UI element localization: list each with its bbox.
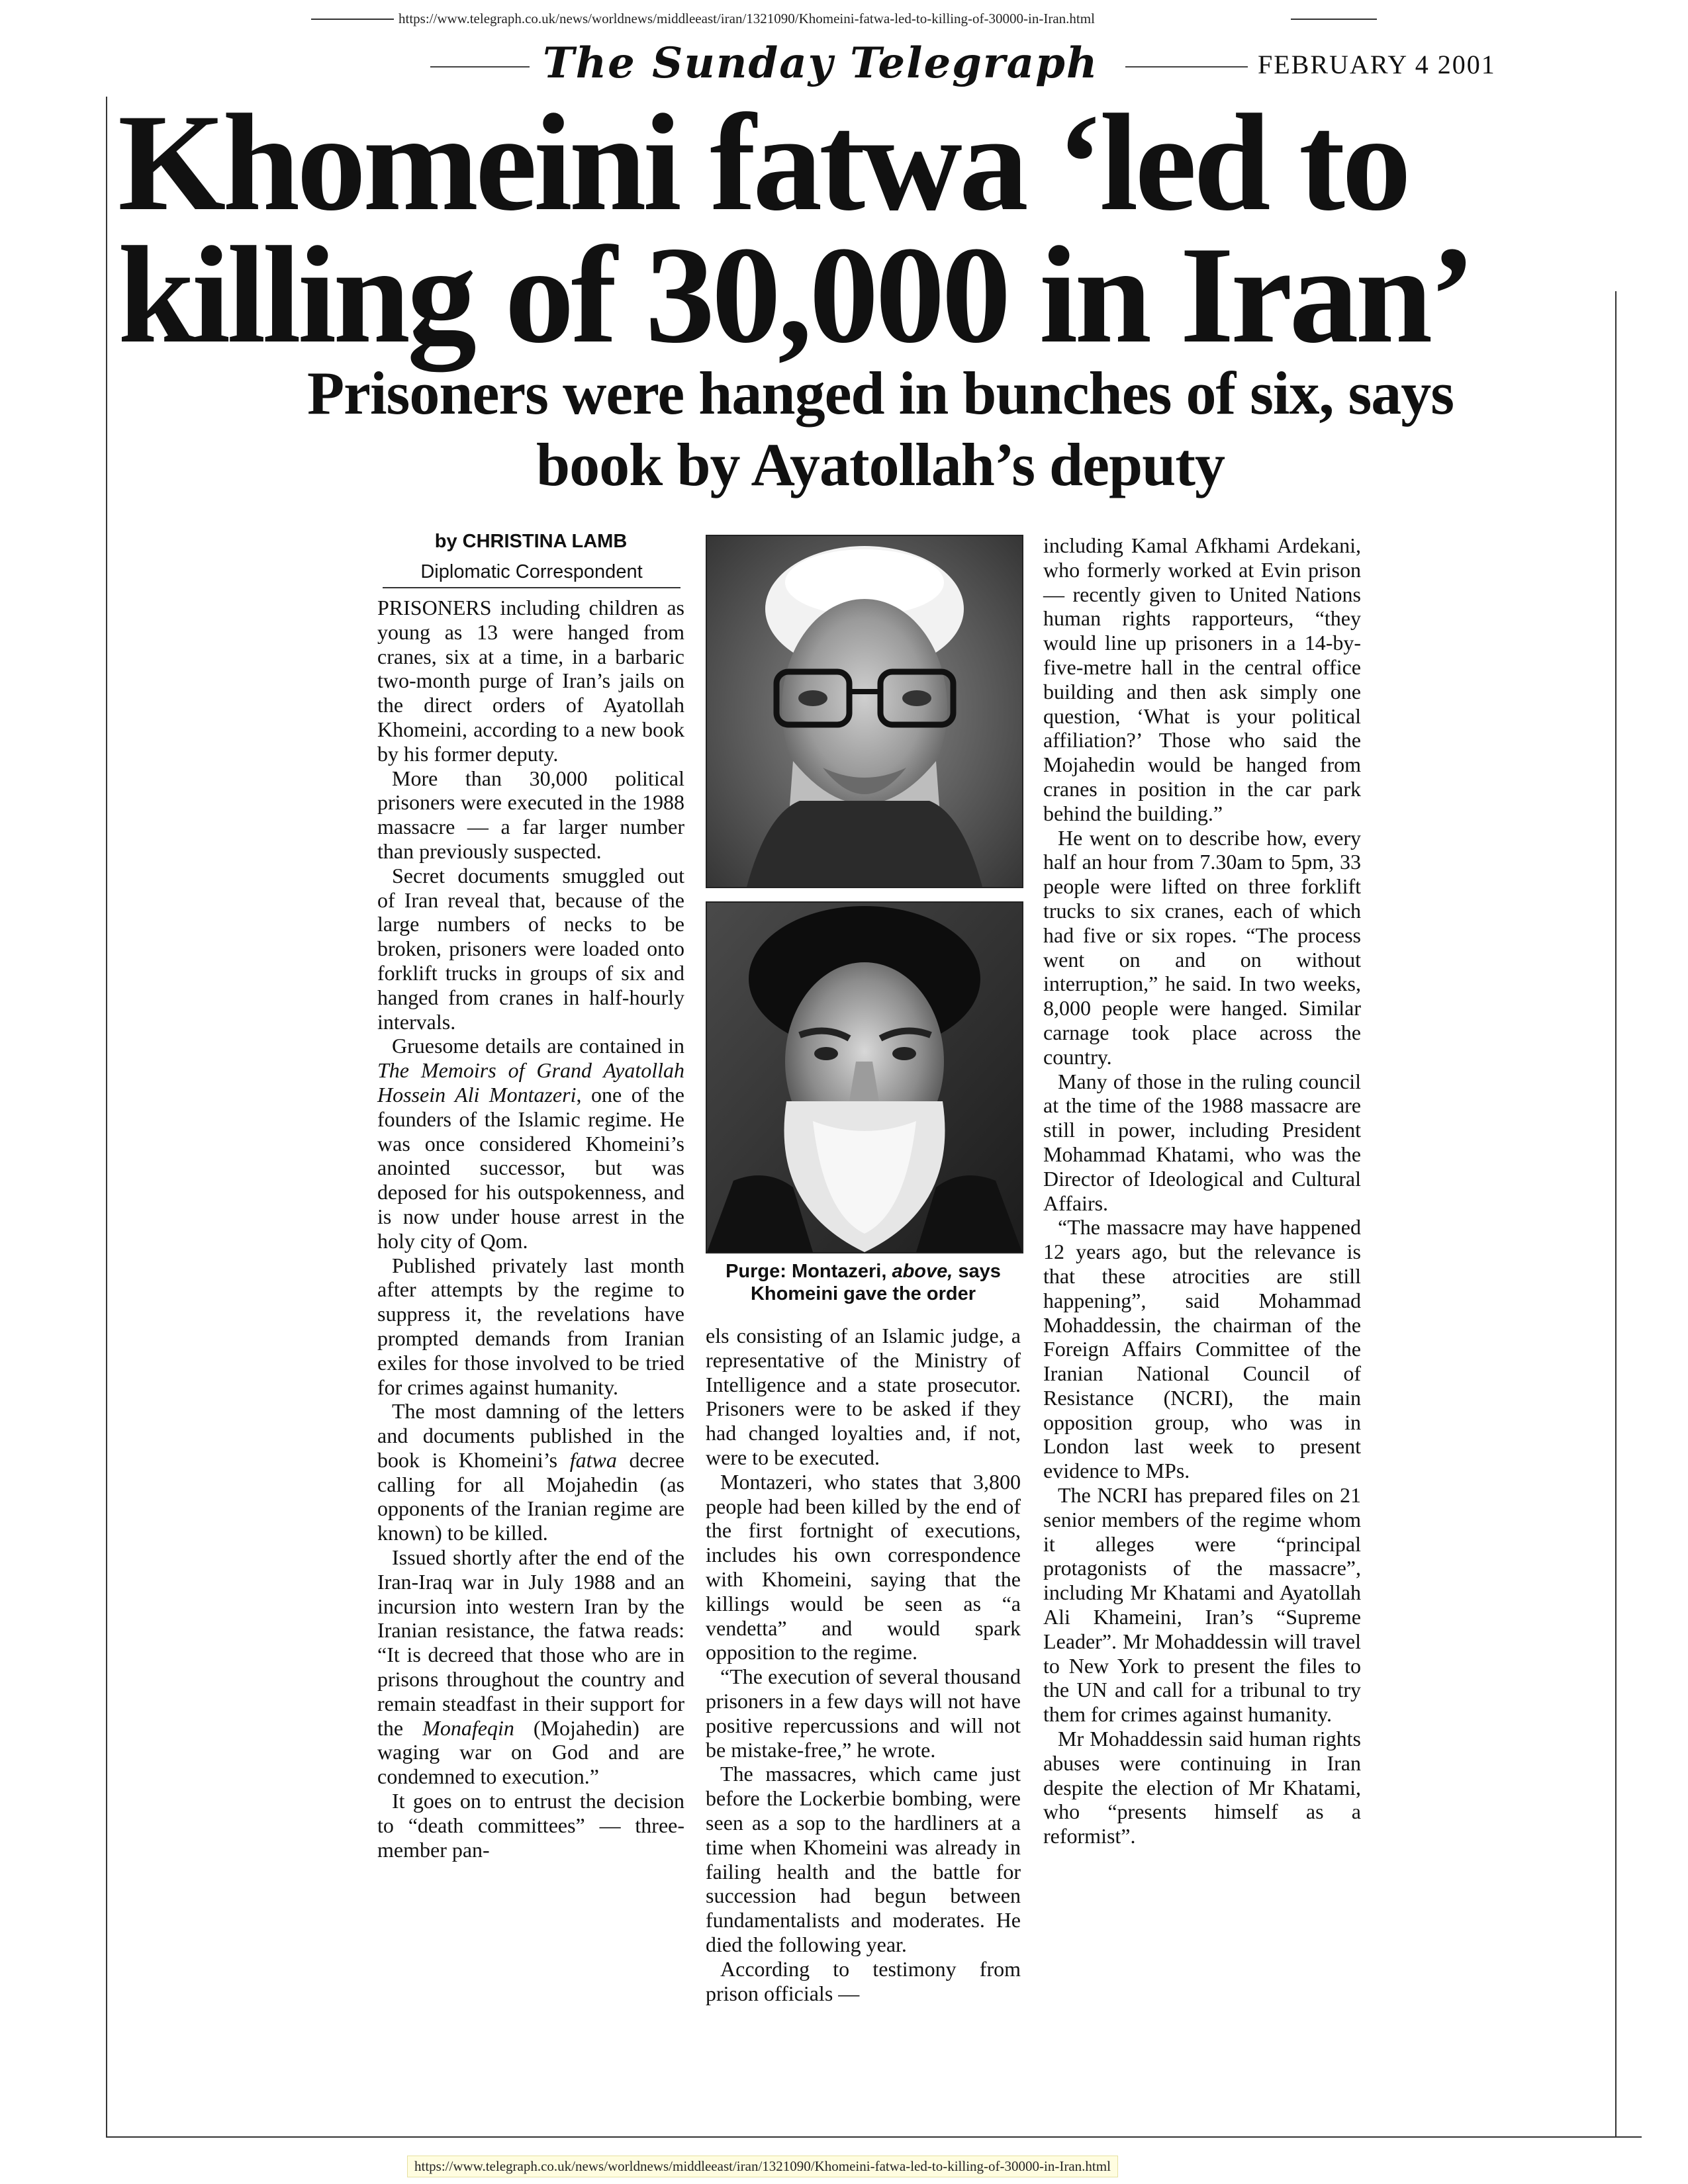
byline-author: by CHRISTINA LAMB [434,531,628,552]
article-emphasis: Monafeqin [422,1715,514,1740]
article-paragraph: PRISONERS including children as young as 13 were hanged from cranes, six at a time, in a barbaric two-month purge of Iran’s jails on the direct orders of Ayatollah Khomeini, according to a new book by his former deputy. [377,596,684,766]
masthead-rule-left [430,66,530,68]
montazeri-photo [706,535,1023,888]
source-url-top[interactable]: https://www.telegraph.co.uk/news/worldnews/middleeast/iran/1321090/Khomeini-fatwa-led-to-killing-of-30000-in-Iran.html [399,11,1095,26]
caption-emphasis: above, [892,1261,953,1282]
article-paragraph: “The execution of several thousand prisoners in a few days will not have positive repercussions and will not be mistake-free,” he wrote. [706,1664,1021,1762]
source-url-bottom[interactable]: https://www.telegraph.co.uk/news/worldnews/middleeast/iran/1321090/Khomeini-fatwa-led-to-killing-of-30000-in-Iran.html [407,2156,1118,2177]
article-paragraph: The NCRI has prepared files on 21 senior members of the regime whom it alleges were “principal protagonists of the massacre”, including Mr Khatami and Ayatollah Ali Khameini, Iran’s “Supreme Leader”. Mr Mohaddessin will travel to New York to present the files to the UN and call for a tribunal to try them for crimes against humanity. [1043,1483,1361,1727]
article-paragraph: Secret documents smuggled out of Iran reveal that, because of the large numbers of necks to be broken, prisoners were loaded onto forklift trucks in groups of six and hanged from cranes in half-hourly intervals. [377,863,684,1034]
article-paragraph: Mr Mohaddessin said human rights abuses were continuing in Iran despite the election of Mr Khatami, who “presents himself as a reformist”. [1043,1727,1361,1848]
article-paragraph: “The massacre may have happened 12 years ago, but the relevance is that these atrocities are still happening”, said Mohammad Mohaddessin, the chairman of the Foreign Affairs Committee of the Iranian National Council of Resistance (NCRI), the main opposition group, who was in London last week to present evidence to MPs. [1043,1215,1361,1483]
article-text: Gruesome details are contained in [392,1034,684,1058]
article-paragraph [377,1399,684,1545]
masthead-date: FEBRUARY 4 2001 [1258,50,1496,79]
article-text: (Mojahedin) are waging war on God and are condemned to execution.” [377,1715,685,1789]
article-paragraph: More than 30,000 political prisoners were executed in the 1988 massacre — a far larger number than previously suspected. [377,766,684,863]
khomeini-photo [706,901,1023,1253]
article-paragraph: Many of those in the ruling council at the time of the 1988 massacre are still in power, including President Mohammad Khatami, who was the Director of Ideological and Cultural Affairs. [1043,1069,1361,1215]
article-paragraph: including Kamal Afkhami Ardekani, who formerly worked at Evin prison — recently given to United Nations human rights rapporteurs, “they would line up prisoners in a 14-by-five-metre hall in the central office building and then ask simply one question, ‘What is your political affiliation?’ Those who said the Mojahedin would be hanged from cranes in position in the car park behind the building.” [1043,533,1361,825]
frame-rule-bottom [106,2136,1642,2138]
article-paragraph: It goes on to entrust the decision to “death committees” — three-member pan- [377,1789,684,1862]
article-column-3 [1043,533,1361,1848]
article-paragraph [377,1034,684,1253]
article-text: Issued shortly after the end of the Iran-Iraq war in July 1988 and an incursion into western Iran by the Iranian resistance, the fatwa reads: “It is decreed that those who are in prisons throughout the country and remain steadfast in their support for the [377,1545,684,1740]
subheadline: Prisoners were hanged in bunches of six, says book by Ayatollah’s deputy [306,359,1454,498]
masthead [424,38,1523,88]
article-column-1 [377,596,684,1862]
photo-caption [706,1260,1021,1305]
article-paragraph: According to testimony from prison officials — [706,1956,1021,2005]
headline: Khomeini fatwa ‘led to killing of 30,000 in Iran’ [118,86,1473,372]
article-paragraph: els consisting of an Islamic judge, a representative of the Ministry of Intelligence and a state prosecutor. Prisoners were to be asked if they had changed loyalties and, if not, were to be executed. [706,1324,1021,1469]
caption-suffix: says Khomeini gave the order [750,1261,1001,1304]
byline-role: Diplomatic Correspondent [383,561,680,588]
article-paragraph: The massacres, which came just before the Lockerbie bombing, were seen as a sop to the hardliners at a time when Khomeini was already in failing health and the battle for succession had begun between fundamentalists and moderates. He died the following year. [706,1762,1021,1956]
article-column-2 [706,1324,1021,2005]
article-text: The most damning of the letters and documents published in the book is Khomeini’s [377,1399,684,1472]
article-emphasis: The Memoirs of Grand Ayatollah Hossein Ali Montazeri [377,1058,684,1107]
article-paragraph: He went on to describe how, every half an hour from 7.30am to 5pm, 33 people were lifted on three forklift trucks to six cranes, each of which had five or six ropes. “The process went on and on without interruption,” he said. In two weeks, 8,000 people were hanged. Similar carnage took place across the country. [1043,825,1361,1069]
caption-prefix: Purge: Montazeri, [726,1261,892,1282]
top-rule-right [1291,19,1377,20]
frame-rule-left [106,97,107,2138]
article-paragraph: Montazeri, who states that 3,800 people had been killed by the end of the first fortnight of executions, includes his own correspondence with Khomeini, saying that the killings would be seen as “a vendetta” and would spark opposition to the regime. [706,1469,1021,1664]
frame-rule-right [1615,291,1617,2138]
article-paragraph [377,1545,684,1789]
article-emphasis: fatwa [569,1447,617,1472]
top-rule-left [311,19,394,20]
masthead-rule-right [1125,66,1248,68]
article-paragraph: Published privately last month after attempts by the regime to suppress it, the revelations have prompted demands from Iranian exiles for those involved to be tried for crimes against humanity. [377,1253,684,1399]
article-text: , one of the founders of the Islamic regime. He was once considered Khomeini’s anointed successor, but was deposed for his outspokenness, and is now under house arrest in the holy city of Qom. [377,1082,685,1253]
masthead-title: The Sunday Telegraph [543,38,1099,88]
article-text: decree calling for all Mojahedin (as opponents of the Iranian regime are known) to be killed. [377,1447,685,1545]
